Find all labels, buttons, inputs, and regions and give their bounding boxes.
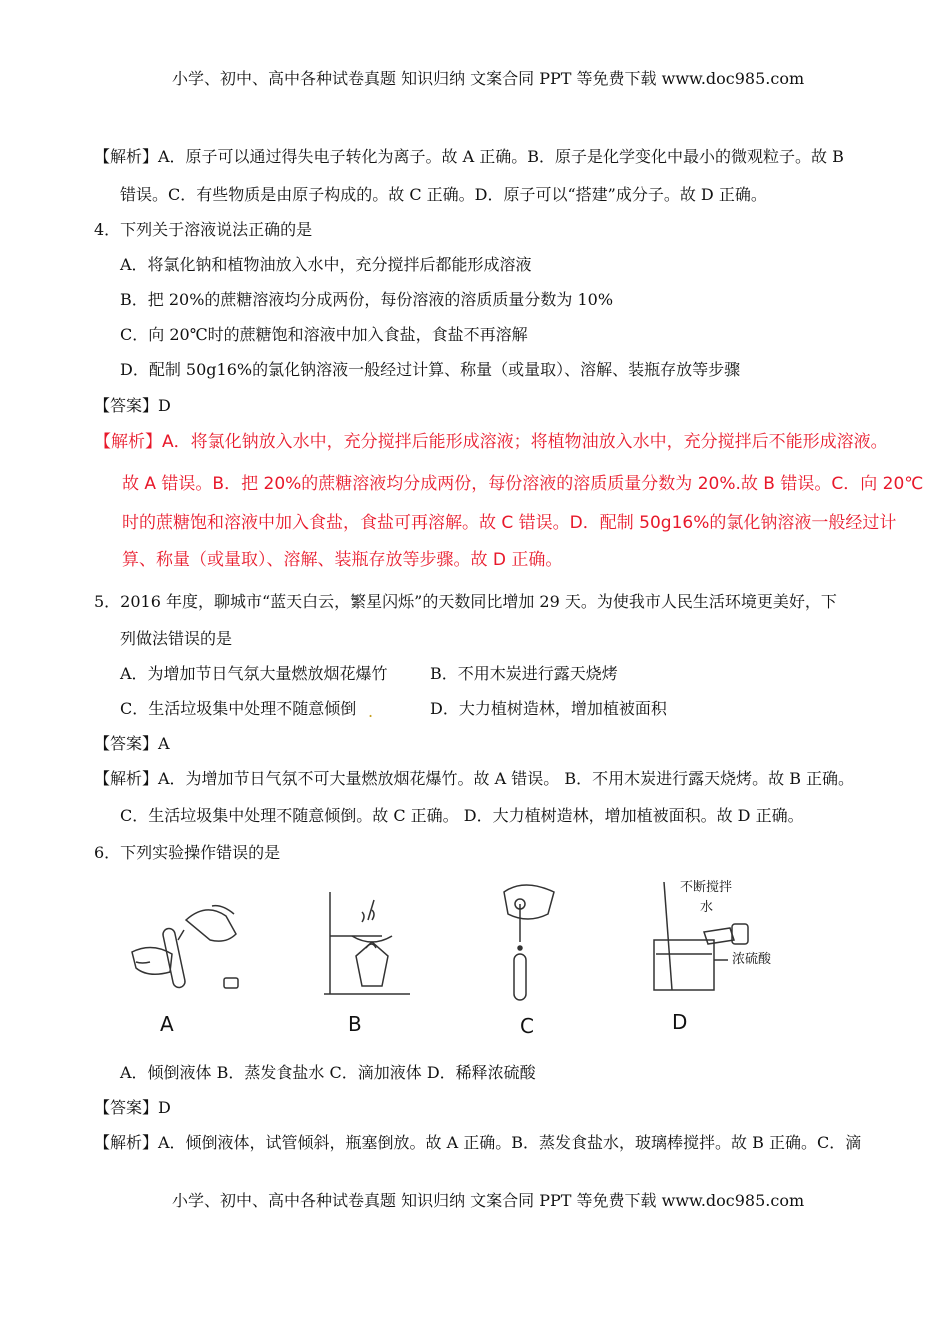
- q5-answer: 【答案】A: [94, 734, 170, 753]
- q4-analysis-line-4: 算、称量（或量取）、溶解、装瓶存放等步骤。故 D 正确。: [122, 550, 563, 570]
- figure-d-label: D: [672, 1010, 688, 1034]
- q4-analysis-line-1: 【解析】A．将氯化钠放入水中，充分搅拌后能形成溶液；将植物油放入水中，充分搅拌后不能形成溶液。: [94, 432, 888, 452]
- evaporation-illustration: [322, 890, 412, 998]
- figure-d-stir-text: 不断搅拌: [680, 880, 733, 895]
- q4-option-c: C．向 20℃时的蔗糖饱和溶液中加入食盐，食盐不再溶解: [120, 325, 528, 344]
- q5-stem-line-1: 5．2016 年度，聊城市“蓝天白云，繁星闪烁”的天数同比增加 29 天。为使我市人民生活环境更美好，下: [94, 592, 837, 611]
- pouring-illustration: [126, 900, 256, 1000]
- figure-d-acid-text: 浓硫酸: [732, 952, 772, 967]
- q4-analysis-line-3: 时的蔗糖饱和溶液中加入食盐，食盐可再溶解。故 C 错误。D．配制 50g16%的氯化钠溶液一般经过计: [122, 513, 897, 533]
- figure-a-label: A: [160, 1012, 174, 1036]
- q4-answer: 【答案】D: [94, 396, 171, 415]
- figure-a-pouring-liquid: [126, 900, 256, 1000]
- figure-b-evaporation: [322, 890, 412, 998]
- q4-option-a: A．将氯化钠和植物油放入水中，充分搅拌后都能形成溶液: [120, 255, 532, 274]
- q5-option-b: B．不用木炭进行露天烧烤: [430, 664, 618, 683]
- page-header: 小学、初中、高中各种试卷真题 知识归纳 文案合同 PPT 等免费下载 www.doc985.com: [172, 69, 805, 88]
- q5-analysis-line-1: 【解析】A．为增加节日气氛不可大量燃放烟花爆竹。故 A 错误。 B．不用木炭进行露天烧烤。故 B 正确。: [94, 769, 855, 788]
- q5-option-c: C．生活垃圾集中处理不随意倾倒: [120, 699, 357, 718]
- dropper-illustration: [490, 882, 560, 1002]
- stray-dot-mark: .: [368, 702, 374, 721]
- q4-option-b: B．把 20%的蔗糖溶液均分成两份，每份溶液的溶质质量分数为 10%: [120, 290, 614, 309]
- figure-b-label: B: [348, 1012, 362, 1036]
- q4-option-d: D．配制 50g16%的氯化钠溶液一般经过计算、称量（或量取）、溶解、装瓶存放等步骤: [120, 360, 741, 379]
- q6-options: A．倾倒液体 B．蒸发食盐水 C．滴加液体 D．稀释浓硫酸: [120, 1063, 536, 1082]
- q6-stem: 6．下列实验操作错误的是: [94, 843, 281, 862]
- q5-option-d: D．大力植树造林，增加植被面积: [430, 699, 667, 718]
- figure-d-diluting-acid: [648, 880, 768, 998]
- figure-d-water-text: 水: [700, 900, 714, 915]
- q6-analysis-line-1: 【解析】A．倾倒液体，试管倾斜，瓶塞倒放。故 A 正确。B．蒸发食盐水，玻璃棒搅拌。故 B 正确。C．滴: [94, 1133, 862, 1152]
- q4-stem: 4．下列关于溶液说法正确的是: [94, 220, 313, 239]
- q3-analysis-line-2: 错误。C．有些物质是由原子构成的。故 C 正确。D．原子可以“搭建”成分子。故 D 正确。: [120, 185, 767, 204]
- dilution-illustration: [648, 880, 768, 998]
- figure-c-label: C: [520, 1014, 534, 1038]
- q3-analysis-line-1: 【解析】A．原子可以通过得失电子转化为离子。故 A 正确。B．原子是化学变化中最小的微观粒子。故 B: [94, 147, 844, 166]
- q5-option-a: A．为增加节日气氛大量燃放烟花爆竹: [120, 664, 388, 683]
- q5-analysis-line-2: C．生活垃圾集中处理不随意倾倒。故 C 正确。 D．大力植树造林，增加植被面积。故 D 正确。: [120, 806, 804, 825]
- q4-analysis-line-2: 故 A 错误。B．把 20%的蔗糖溶液均分成两份，每份溶液的溶质质量分数为 20%.故 B 错误。C．向 20℃: [122, 474, 924, 494]
- figure-c-dropping-liquid: [490, 882, 560, 1002]
- q5-stem-line-2: 列做法错误的是: [120, 629, 233, 648]
- page-footer: 小学、初中、高中各种试卷真题 知识归纳 文案合同 PPT 等免费下载 www.doc985.com: [172, 1191, 805, 1210]
- q6-answer: 【答案】D: [94, 1098, 171, 1117]
